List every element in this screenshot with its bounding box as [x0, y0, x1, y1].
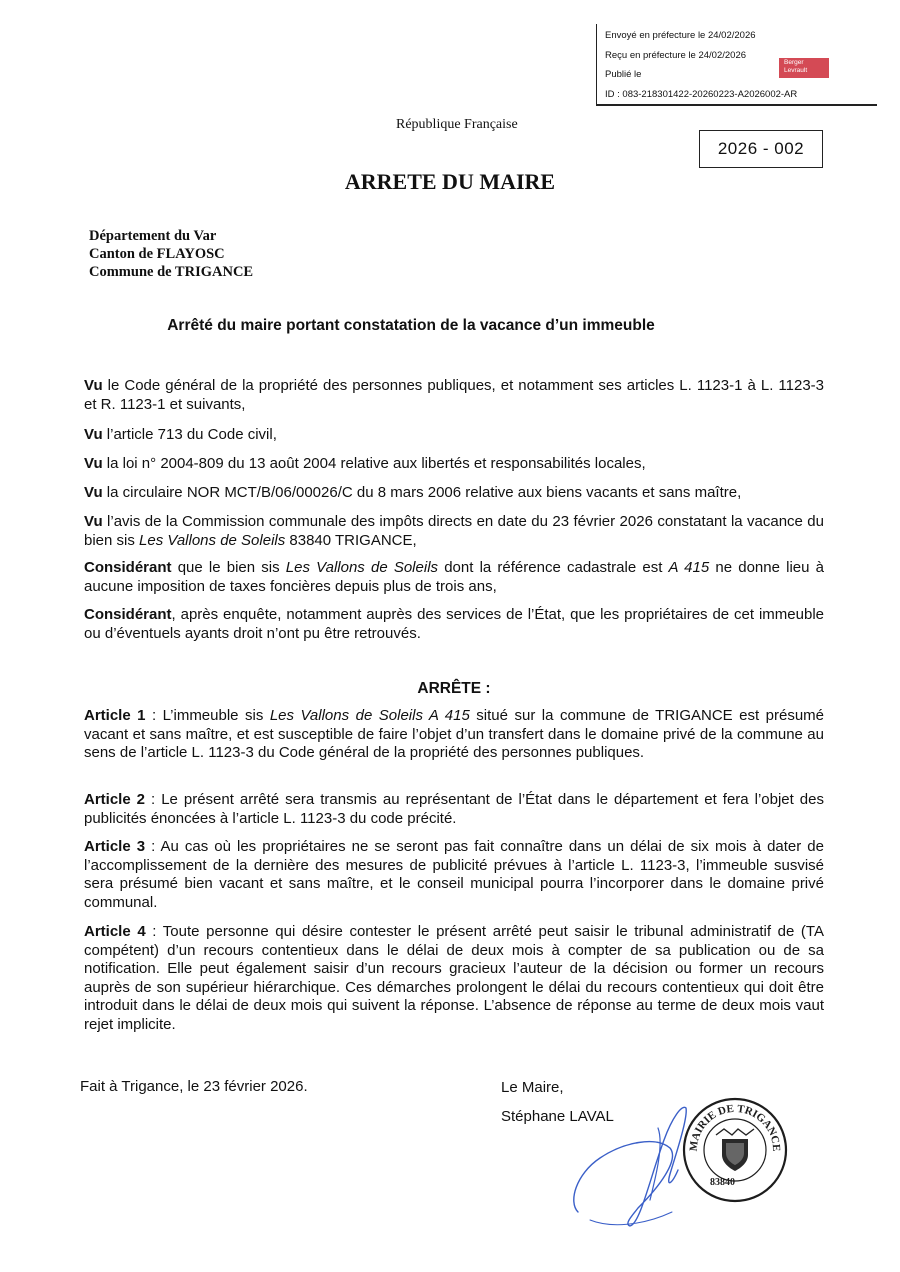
page-title: ARRETE DU MAIRE	[344, 169, 556, 194]
commune: Commune de TRIGANCE	[89, 264, 254, 280]
article-paragraph	[84, 923, 824, 1034]
article-text: situé sur la commune de TRIGANCE est présumé vacant et sans maître, et est susceptible de faire l’objet d’un transfert dans le domaine privé de la commune au sens de l’article L. 1123-3 du Code général de la propriété des personnes publiques.	[84, 707, 825, 761]
visa-keyword: Vu	[84, 426, 103, 443]
visa-paragraph	[84, 455, 824, 474]
publie-line: Publié le	[605, 69, 642, 80]
visa-paragraph	[84, 377, 824, 414]
visa-paragraph	[84, 484, 824, 503]
article-keyword: Article 4	[84, 923, 146, 940]
date-place: Fait à Trigance, le 23 février 2026.	[80, 1078, 308, 1095]
considerant-paragraph	[84, 606, 824, 643]
article-text: : Au cas où les propriétaires ne se seront pas fait connaître dans un délai de six mois à dater de l’accomplissement de la dernière des mesures de publicité prévues à l’article L. 1123-3, l’immeuble susvisé sera présumé bien vacant et sans maître, et le conseil municipal pourra l’incorporer dans le domaine privé communal.	[84, 838, 824, 911]
considerant-text: ne donne lieu à aucune imposition de taxes foncières depuis plus de trois ans,	[84, 559, 824, 595]
canton: Canton de FLAYOSC	[89, 246, 225, 262]
recu-line: Reçu en préfecture le 24/02/2026	[605, 50, 747, 61]
arrete-reference: 2026 - 002	[699, 130, 823, 168]
article-text: : L’immeuble sis	[145, 707, 270, 724]
considerant-text: , après enquête, notamment auprès des services de l’État, que les propriétaires de cet immeuble ou d’éventuels ayants droit n’ont pu être retrouvés.	[84, 606, 824, 642]
cadastral-reference: A 415	[668, 559, 710, 576]
property-name: Les Vallons de Soleils	[139, 531, 286, 549]
article-keyword: Article 2	[84, 791, 146, 808]
visa-text: la loi n° 2004-809 du 13 août 2004 relative aux libertés et responsabilités locales,	[102, 455, 646, 472]
article-paragraph	[84, 838, 824, 912]
prefecture-stamp	[596, 24, 877, 106]
considerant-paragraph	[84, 559, 824, 596]
visa-text: le Code général de la propriété des personnes publiques, et notamment ses articles L. 1123-1 à L. 1123-3 et R. 1123-1 et suivants,	[84, 377, 824, 413]
visa-text: l’avis de la Commission communale des impôts directs en date du 23 février 2026 constatant la vacance du bien sis	[84, 513, 824, 549]
article-paragraph	[84, 791, 824, 828]
berger-levrault-logo	[779, 58, 829, 78]
republique-label: République Française	[396, 117, 518, 132]
administrative-header	[89, 227, 253, 281]
visa-paragraph	[84, 513, 824, 550]
visa-keyword: Vu	[84, 513, 103, 530]
considerant-keyword: Considérant	[84, 606, 172, 623]
considerant-text: dont la référence cadastrale est	[438, 559, 669, 576]
property-name: Les Vallons de Soleils A 415	[269, 707, 470, 724]
mairie-seal	[680, 1095, 790, 1205]
article-keyword: Article 3	[84, 838, 146, 855]
property-name: Les Vallons de Soleils	[285, 559, 439, 576]
visa-text: l’article 713 du Code civil,	[102, 426, 277, 443]
article-text: : Le présent arrêté sera transmis au représentant de l’État dans le département et fera l’objet des publicités énoncées à l’article L. 1123-3 du code précité.	[84, 791, 824, 827]
envoye-line: Envoyé en préfecture le 24/02/2026	[605, 30, 756, 41]
visa-text: 83840 TRIGANCE,	[285, 531, 417, 549]
departement: Département du Var	[89, 228, 217, 244]
seal-text-bottom: 83840	[710, 1177, 735, 1188]
coat-of-arms-icon	[716, 1129, 754, 1171]
logo-line2: Levrault	[784, 67, 808, 74]
article-text: : Toute personne qui désire contester le présent arrêté peut saisir le tribunal administratif de (TA compétent) d’un recours contentieux dans le délai de deux mois à compter de sa publication ou de sa notification. Elle peut également saisir d’un recours gracieux l’auteur de la décision ou former un recours auprès de son supérieur hiérarchique. Ces démarches prolongent le délai du recours contentieux qui doit être introduit dans le délai de deux mois qui suivent la réponse. L’absence de réponse au terme de deux mois vaut rejet implicite.	[84, 923, 824, 1033]
visa-keyword: Vu	[84, 455, 103, 472]
considerant-text: que le bien sis	[171, 559, 286, 576]
article-keyword: Article 1	[84, 707, 146, 724]
arrete-heading: ARRÊTE :	[417, 680, 491, 697]
prefecture-id: ID : 083-218301422-20260223-A2026002-AR	[605, 89, 798, 100]
arrete-subject: Arrêté du maire portant constatation de la vacance d’un immeuble	[167, 317, 655, 334]
visa-keyword: Vu	[84, 377, 103, 394]
logo-line1: Berger	[784, 59, 804, 66]
article-paragraph	[84, 707, 824, 763]
visa-text: la circulaire NOR MCT/B/06/00026/C du 8 mars 2006 relative aux biens vacants et sans maître,	[102, 484, 742, 501]
seal-text-top: MAIRIE DE TRIGANCE	[687, 1102, 783, 1152]
considerant-keyword: Considérant	[84, 559, 172, 576]
visa-keyword: Vu	[84, 484, 103, 501]
visa-paragraph	[84, 426, 824, 445]
maire-name: Stéphane LAVAL	[501, 1108, 614, 1125]
maire-label: Le Maire,	[501, 1079, 564, 1096]
